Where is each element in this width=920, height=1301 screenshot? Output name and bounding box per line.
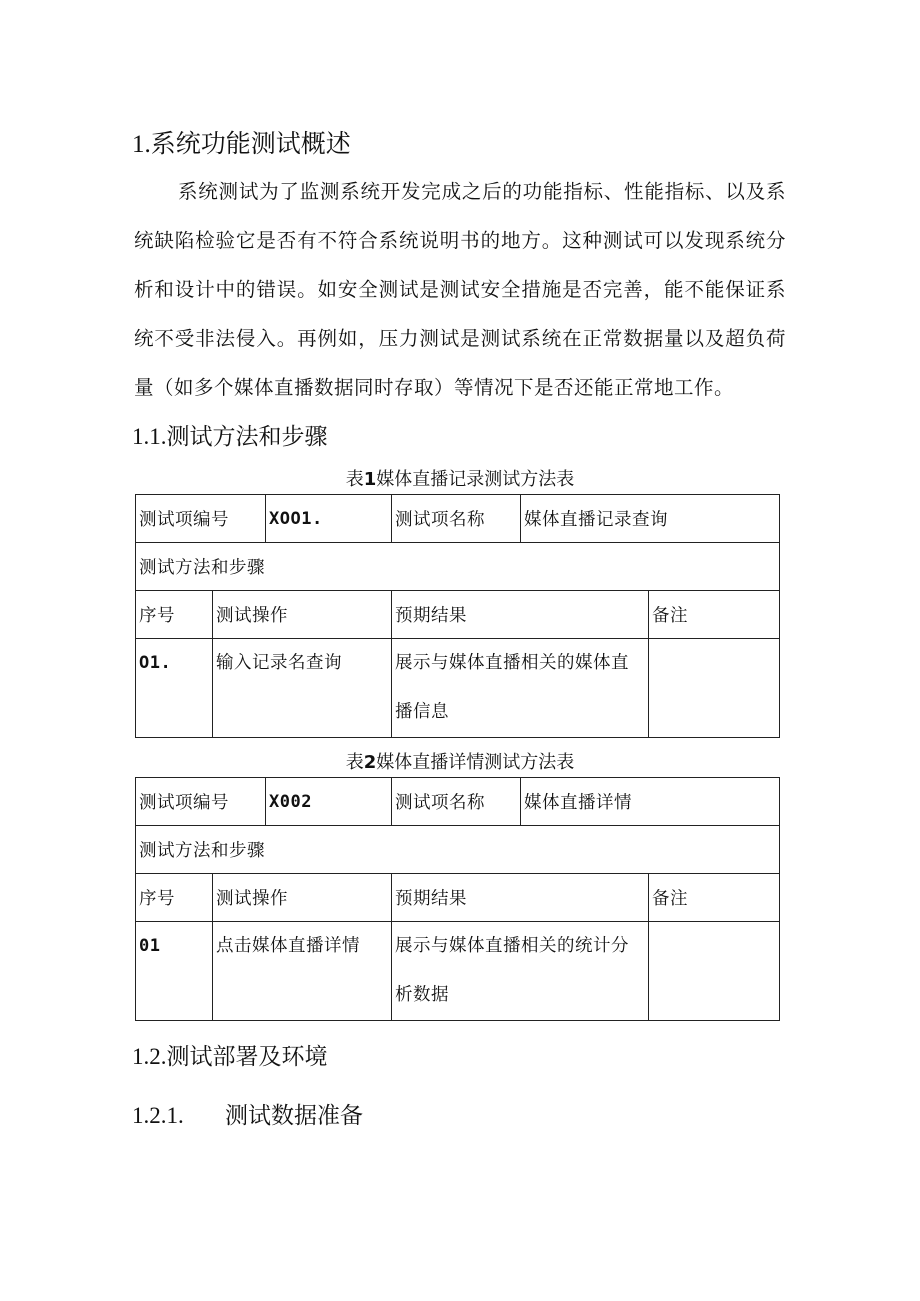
name-label: 测试项名称 bbox=[392, 778, 521, 826]
row-expected: 展示与媒体直播相关的媒体直播信息 bbox=[392, 639, 649, 738]
table-row bbox=[136, 543, 780, 591]
row-note bbox=[649, 639, 780, 738]
row-note bbox=[649, 922, 780, 1021]
section-number: 1.1. bbox=[132, 424, 167, 449]
section-title: 系统功能测试概述 bbox=[150, 129, 351, 158]
section-1-heading bbox=[132, 124, 351, 160]
row-operation: 点击媒体直播详情 bbox=[213, 922, 392, 1021]
table-row bbox=[136, 778, 780, 826]
test-method-table-2 bbox=[135, 777, 780, 1021]
header-operation: 测试操作 bbox=[213, 591, 392, 639]
test-method-table-1 bbox=[135, 494, 780, 738]
row-expected: 展示与媒体直播相关的统计分析数据 bbox=[392, 922, 649, 1021]
section-1-1-heading bbox=[132, 418, 328, 451]
row-seq: O1. bbox=[136, 639, 213, 738]
section-number: 1.2.1. bbox=[132, 1103, 184, 1128]
header-operation: 测试操作 bbox=[213, 874, 392, 922]
header-seq: 序号 bbox=[136, 591, 213, 639]
section-title: 测试数据准备 bbox=[225, 1103, 363, 1129]
section-number: 1.2. bbox=[132, 1044, 167, 1069]
row-seq: 01 bbox=[136, 922, 213, 1021]
section-number: 1. bbox=[132, 131, 151, 158]
header-note: 备注 bbox=[649, 591, 780, 639]
name-value: 媒体直播详情 bbox=[521, 778, 780, 826]
table-row bbox=[136, 639, 780, 738]
id-label: 测试项编号 bbox=[136, 778, 266, 826]
table-header-row bbox=[136, 874, 780, 922]
table-2-caption: 表2媒体直播详情测试方法表 bbox=[345, 752, 575, 773]
name-label: 测试项名称 bbox=[392, 495, 521, 543]
section-title: 测试部署及环境 bbox=[166, 1044, 328, 1070]
header-note: 备注 bbox=[649, 874, 780, 922]
table-row bbox=[136, 922, 780, 1021]
table-row bbox=[136, 495, 780, 543]
intro-paragraph: 系统测试为了监测系统开发完成之后的功能指标、性能指标、以及系统缺陷检验它是否有不符合系统说明书的地方。这种测试可以发现系统分析和设计中的错误。如安全测试是测试安全措施是否完善，能不能保证系统不受非法侵入。再例如，压力测试是测试系统在正常数据量以及超负荷量（如多个媒体直播数据同时存取）等情况下是否还能正常地工作。 bbox=[134, 180, 786, 399]
section-1-2-1-heading bbox=[132, 1097, 363, 1130]
id-label: 测试项编号 bbox=[136, 495, 266, 543]
table-1-caption: 表1媒体直播记录测试方法表 bbox=[345, 469, 575, 490]
header-expected: 预期结果 bbox=[392, 874, 649, 922]
table-header-row bbox=[136, 591, 780, 639]
header-seq: 序号 bbox=[136, 874, 213, 922]
id-value: XOO1. bbox=[266, 495, 392, 543]
section-title: 测试方法和步骤 bbox=[166, 424, 328, 450]
id-value: X002 bbox=[266, 778, 392, 826]
method-label: 测试方法和步骤 bbox=[136, 826, 780, 874]
method-label: 测试方法和步骤 bbox=[136, 543, 780, 591]
header-expected: 预期结果 bbox=[392, 591, 649, 639]
name-value: 媒体直播记录查询 bbox=[521, 495, 780, 543]
row-operation: 输入记录名查询 bbox=[213, 639, 392, 738]
table-row bbox=[136, 826, 780, 874]
section-1-2-heading bbox=[132, 1038, 328, 1071]
